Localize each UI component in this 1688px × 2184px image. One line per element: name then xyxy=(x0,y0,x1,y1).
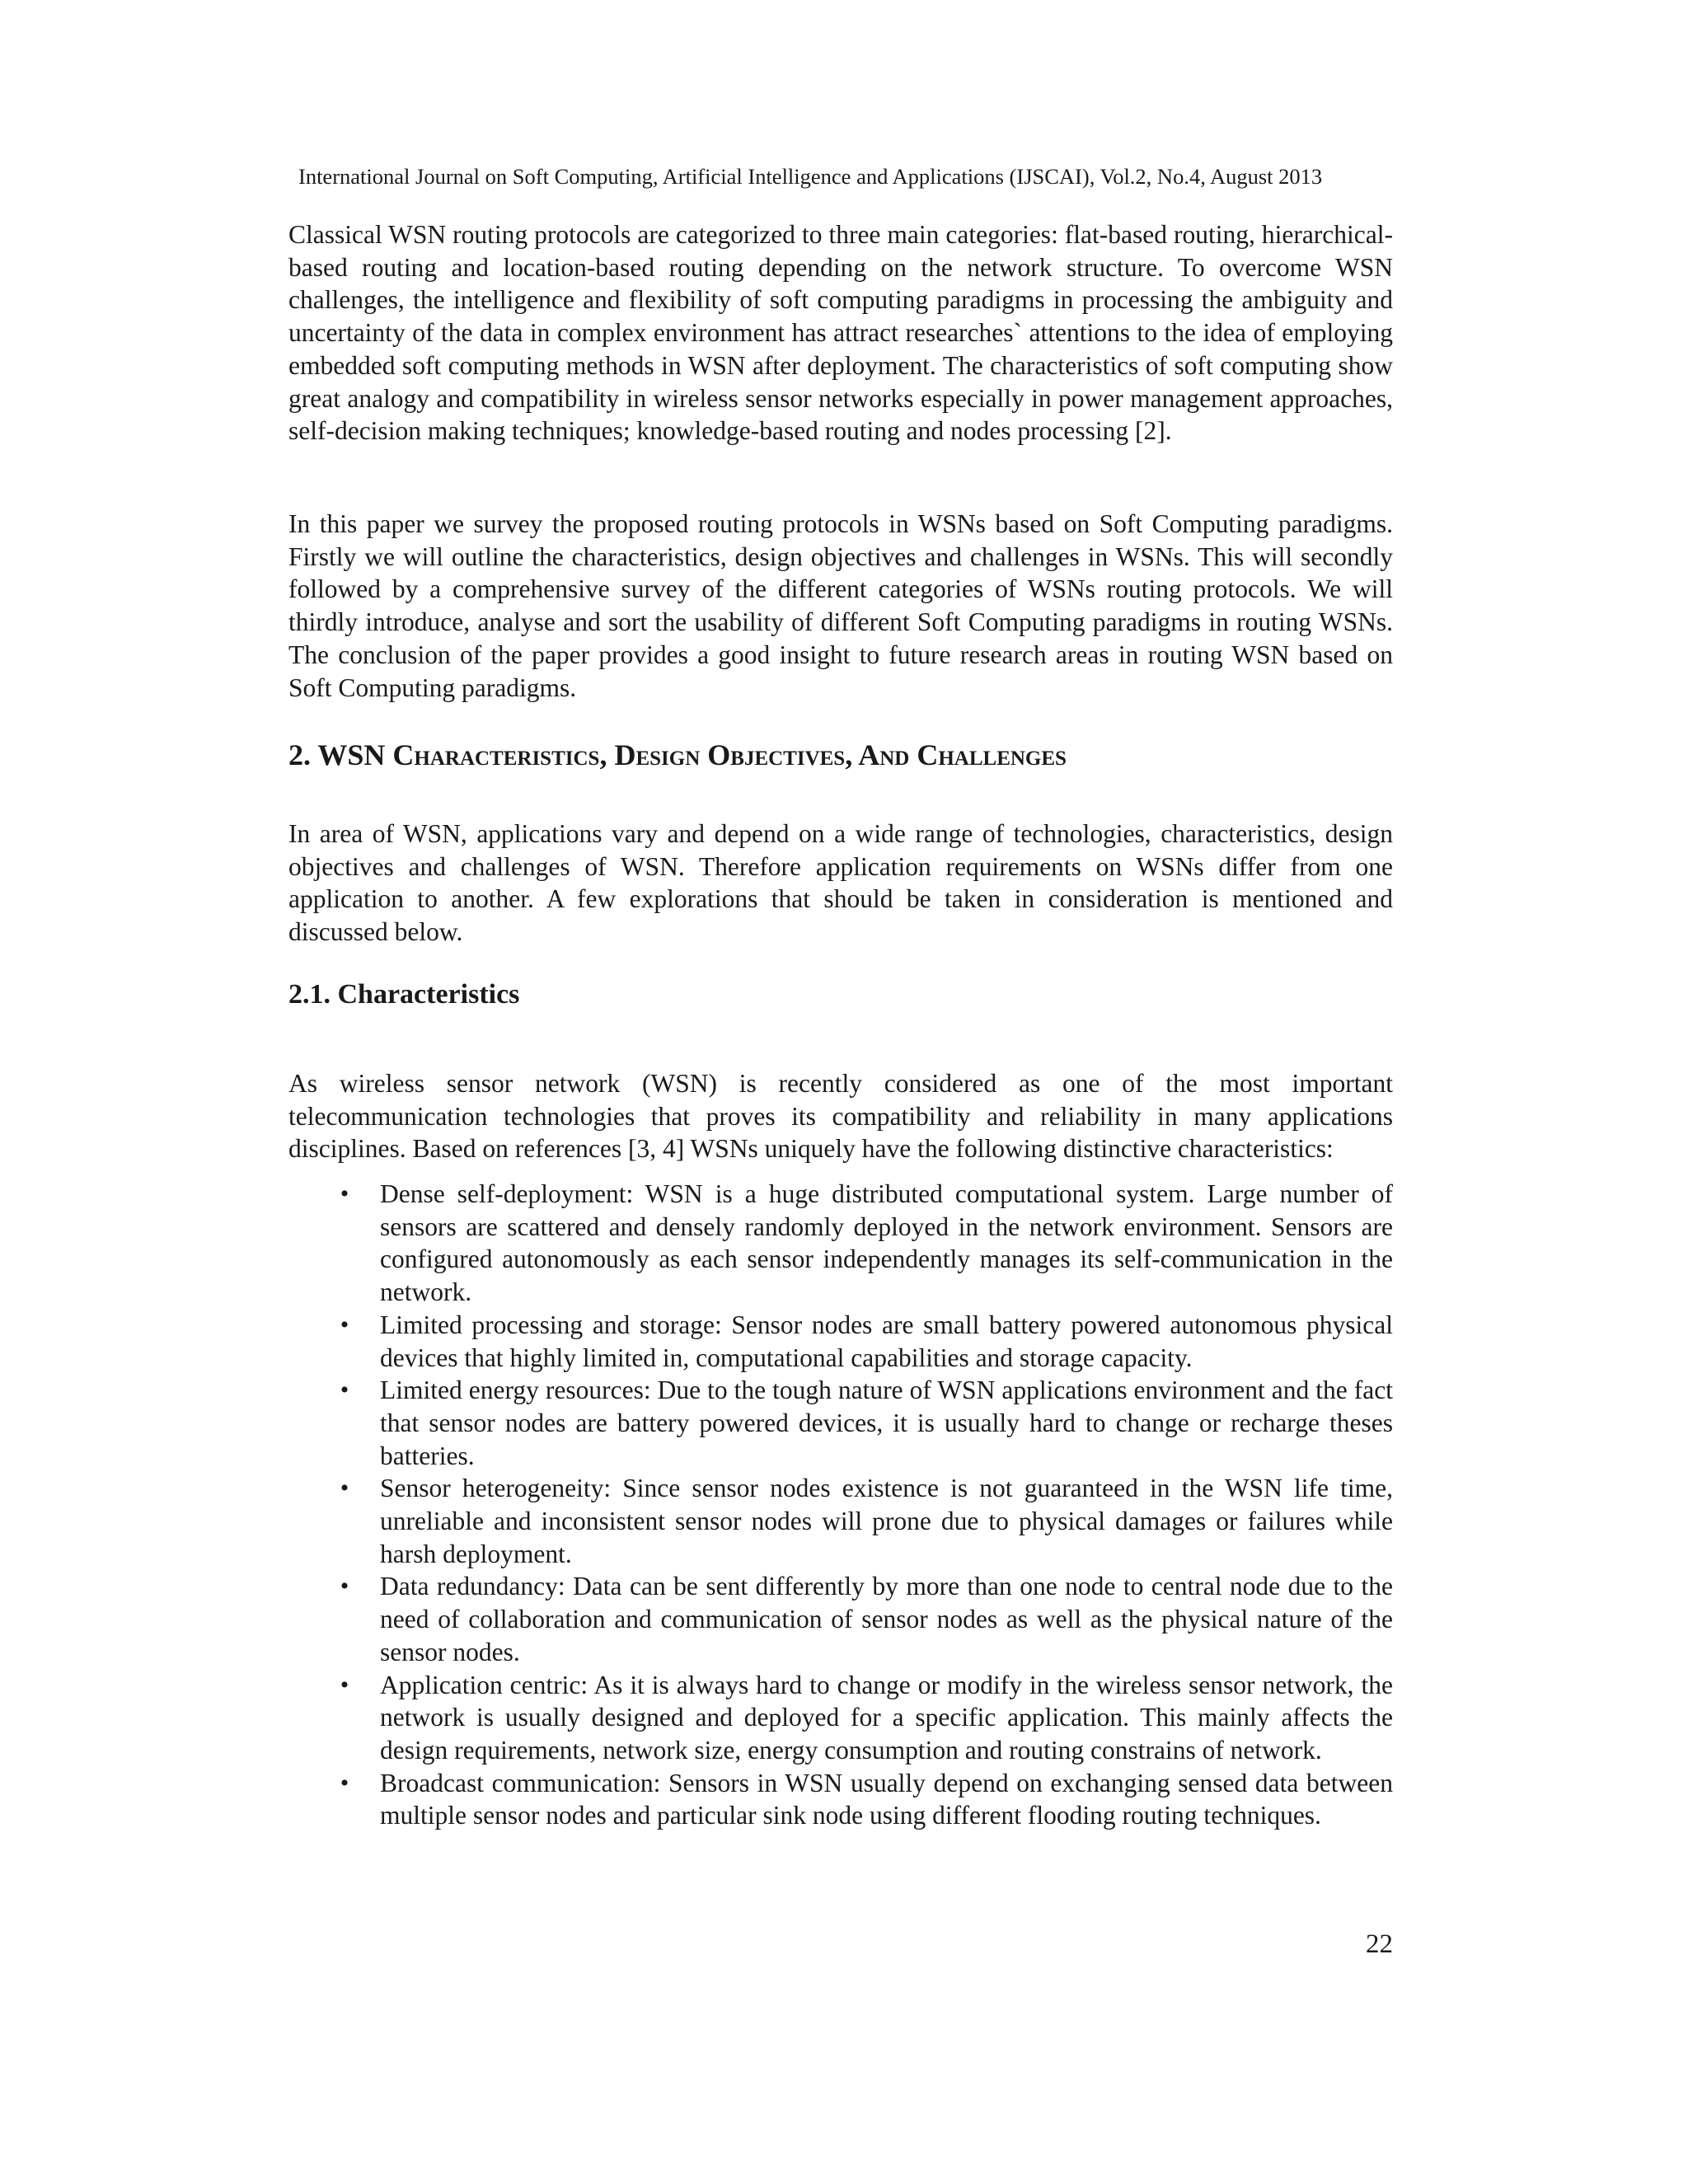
list-item-text: Sensor heterogeneity: Since sensor nodes existence is not guaranteed in the WSN life time, unreliable and inconsistent sensor nodes will prone due to physical damages or failures while harsh deployment. xyxy=(380,1474,1393,1568)
section-title-part: And xyxy=(858,738,917,771)
paragraph-section-intro: In area of WSN, applications vary and depend on a wide range of technologies, characteristics, design objectives and challenges of WSN. Therefore application requirements on WSNs differ from one application to another. A few explorations that should be taken in consideration is mentioned and discussed below. xyxy=(288,819,1393,947)
section-number: 2. xyxy=(288,738,318,771)
list-item-text: Dense self-deployment: WSN is a huge distributed computational system. Large number of sensors are scattered and densely randomly deployed in the network environment. Sensors are configured autonomously as each sensor independently manages its self-communication in the network. xyxy=(380,1179,1393,1307)
paragraph-survey-overview: In this paper we survey the proposed routing protocols in WSNs based on Soft Computing paradigms. Firstly we will outline the characteristics, design objectives and challenges in WSNs. This will secondly followed by a comprehensive survey of the different categories of WSNs routing protocols. We will thirdly introduce, analyse and sort the usability of different Soft Computing paradigms in routing WSNs. The conclusion of the paper provides a good insight to future research areas in routing WSN based on Soft Computing paradigms. xyxy=(288,509,1393,702)
list-item-text: Limited processing and storage: Sensor nodes are small battery powered autonomous physical devices that highly limited in, computational capabilities and storage capacity. xyxy=(380,1310,1393,1372)
section-title-part: Characteristics, xyxy=(385,738,615,771)
section-title-part: Challenges xyxy=(917,738,1067,771)
bullet-icon: • xyxy=(340,1572,349,1601)
running-header: International Journal on Soft Computing, Artificial Intelligence and Applications (IJSCAI), Vol.2, No.4, August 2013 xyxy=(298,164,1323,189)
page-number: 22 xyxy=(1366,1929,1393,1959)
list-item-text: Data redundancy: Data can be sent differently by more than one node to central node due to the need of collaboration and communication of sensor nodes as well as the physical nature of the sensor nodes. xyxy=(380,1572,1393,1666)
bullet-icon: • xyxy=(340,1769,349,1797)
bullet-icon: • xyxy=(340,1310,349,1338)
list-item-text: Broadcast communication: Sensors in WSN usually depend on exchanging sensed data between multiple sensor nodes and particular sink node using different flooding routing techniques. xyxy=(380,1768,1393,1830)
list-item xyxy=(288,1767,1393,1832)
bullet-icon: • xyxy=(340,1474,349,1502)
paragraph-characteristics-intro: As wireless sensor network (WSN) is recently considered as one of the most important telecommunication technologies that proves its compatibility and reliability in many applications disciplines. Based on references [3, 4] WSNs uniquely have the following distinctive characteristics: xyxy=(288,1069,1393,1164)
list-item xyxy=(288,1309,1393,1374)
list-item xyxy=(288,1178,1393,1309)
list-item-text: Limited energy resources: Due to the tough nature of WSN applications environment and the fact that sensor nodes are battery powered devices, it is usually hard to change or recharge theses batteries. xyxy=(380,1376,1393,1470)
list-item-text: Application centric: As it is always hard to change or modify in the wireless sensor network, the network is usually designed and deployed for a specific application. This mainly affects the design requirements, network size, energy consumption and routing constrains of network. xyxy=(380,1670,1393,1765)
list-item xyxy=(288,1472,1393,1570)
paragraph-intro-routing: Classical WSN routing protocols are categorized to three main categories: flat-based routing, hierarchical-based routing and location-based routing depending on the network structure. To overcome WSN challenges, the intelligence and flexibility of soft computing paradigms in processing the ambiguity and uncertainty of the data in complex environment has attract researches` attentions to the idea of employing embedded soft computing methods in WSN after deployment. The characteristics of soft computing show great analogy and compatibility in wireless sensor networks especially in power management approaches, self-decision making techniques; knowledge-based routing and nodes processing [2]. xyxy=(288,220,1393,446)
section-title-part: WSN xyxy=(317,738,386,771)
section-title-part: Objectives, xyxy=(707,738,859,771)
paper-page xyxy=(288,0,1393,2184)
section-heading xyxy=(288,735,1067,775)
list-item xyxy=(288,1669,1393,1767)
subsection-heading: 2.1. Characteristics xyxy=(288,979,520,1010)
list-item xyxy=(288,1570,1393,1668)
bullet-icon: • xyxy=(340,1180,349,1207)
bullet-icon: • xyxy=(340,1671,349,1699)
characteristics-list xyxy=(288,1178,1393,1832)
section-title-part: Design xyxy=(614,738,708,771)
list-item xyxy=(288,1374,1393,1472)
bullet-icon: • xyxy=(340,1376,349,1404)
